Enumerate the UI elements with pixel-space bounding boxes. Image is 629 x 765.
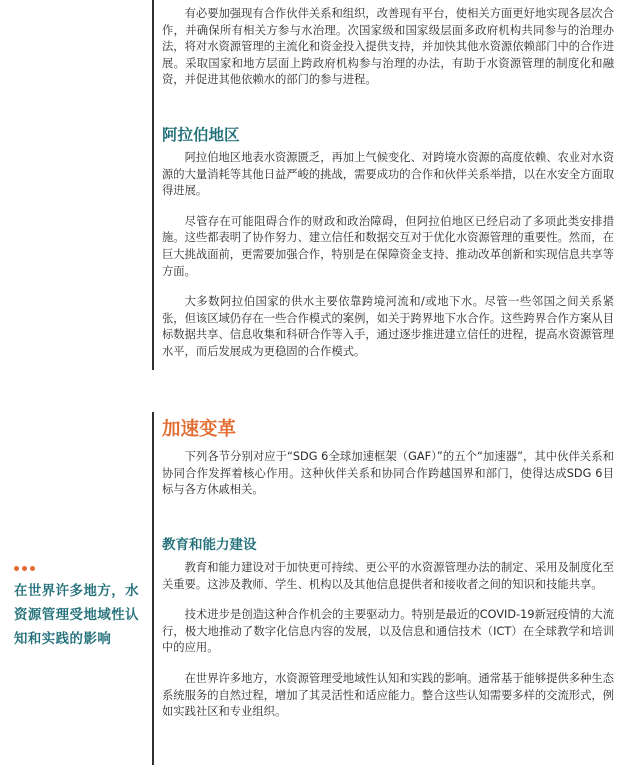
education-section xyxy=(162,535,614,721)
intro-section xyxy=(162,6,614,89)
arab-region-heading: 阿拉伯地区 xyxy=(162,126,240,144)
arab-region-paragraph-2: 尽管存在可能阻碍合作的财政和政治障碍，但阿拉伯地区已经启动了多项此类安排措施。这些都表明了协作努力、建立信任和数据交互对于优化水资源管理的重要性。然而，在巨大挑战面前，更需要加强合作，特别是在保障资金支持、推动改革创新和实现信息共享等方面。 xyxy=(162,214,614,278)
accelerating-section xyxy=(162,417,614,499)
accelerating-paragraph: 下列各节分别对应于“SDG 6全球加速框架（GAF）”的五个“加速器”，其中伙伴关系和协同合作发挥着核心作用。这种伙伴关系和协同合作跨越国界和部门，使得达成SDG 6目标与各方休戚相关。 xyxy=(162,450,614,497)
dot-ornament xyxy=(14,566,19,571)
arab-region-paragraph-3: 大多数阿拉伯国家的供水主要依靠跨境河流和/或地下水。尽管一些邻国之间关系紧张，但该区域仍存在一些合作模式的案例，如关于跨界地下水合作。这些跨界合作方案从目标数据共享、信息收集和科研合作等入手，通过逐步推进建立信任的进程，提高水资源管理水平，而后发展成为更稳固的合作模式。 xyxy=(162,295,614,358)
arab-region-section xyxy=(162,124,614,361)
education-paragraph-1: 教育和能力建设对于加快更可持续、更公平的水资源管理办法的制定、采用及制度化至关重要。这涉及教师、学生、机构以及其他信息提供者和接收者之间的知识和技能共享。 xyxy=(162,561,614,591)
accelerating-heading: 加速变革 xyxy=(162,419,237,440)
education-paragraph-3: 在世界许多地方，水资源管理受地域性认知和实践的影响。通常基于能够提供多种生态系统服务的自然过程，增加了其灵活性和适应能力。整合这些认知需要多样的交流形式，例如实践社区和专业组织。 xyxy=(162,671,614,719)
dot-ornament xyxy=(22,566,27,571)
education-heading: 教育和能力建设 xyxy=(162,537,257,553)
dots-ornament xyxy=(14,566,144,571)
vertical-divider-bottom xyxy=(152,412,154,765)
pull-quote: 在世界许多地方，水资源管理受地域性认知和实践的影响 xyxy=(14,583,140,647)
vertical-divider-top xyxy=(152,0,154,370)
education-paragraph-2: 技术进步是创造这种合作机会的主要驱动力。特别是最近的COVID-19新冠疫情的大流行，极大地推动了数字化信息内容的发展，以及信息和通信技术（ICT）在全球教学和培训中的应用。 xyxy=(162,608,614,655)
dot-ornament xyxy=(30,566,35,571)
intro-paragraph: 有必要加强现有合作伙伴关系和组织，改善现有平台，使相关方面更好地实现各层次合作，并确保所有相关方参与水治理。次国家级和国家级层面多政府机构共同参与的治理办法，将对水资源管理的主流化和资金投入提供支持，并加快其他水资源依赖部门中的合作进展。采取国家和地方层面上跨政府机构参与治理的办法，有助于水资源管理的制度化和融资，并促进其他依赖水的部门的参与进程。 xyxy=(162,7,614,87)
arab-region-paragraph-1: 阿拉伯地区地表水资源匮乏，再加上气候变化、对跨境水资源的高度依赖、农业对水资源的大量消耗等其他日益严峻的挑战，需要成功的合作和伙伴关系举措，以在水安全方面取得进展。 xyxy=(162,151,614,198)
sidebar-pull-quote-block xyxy=(14,566,144,651)
